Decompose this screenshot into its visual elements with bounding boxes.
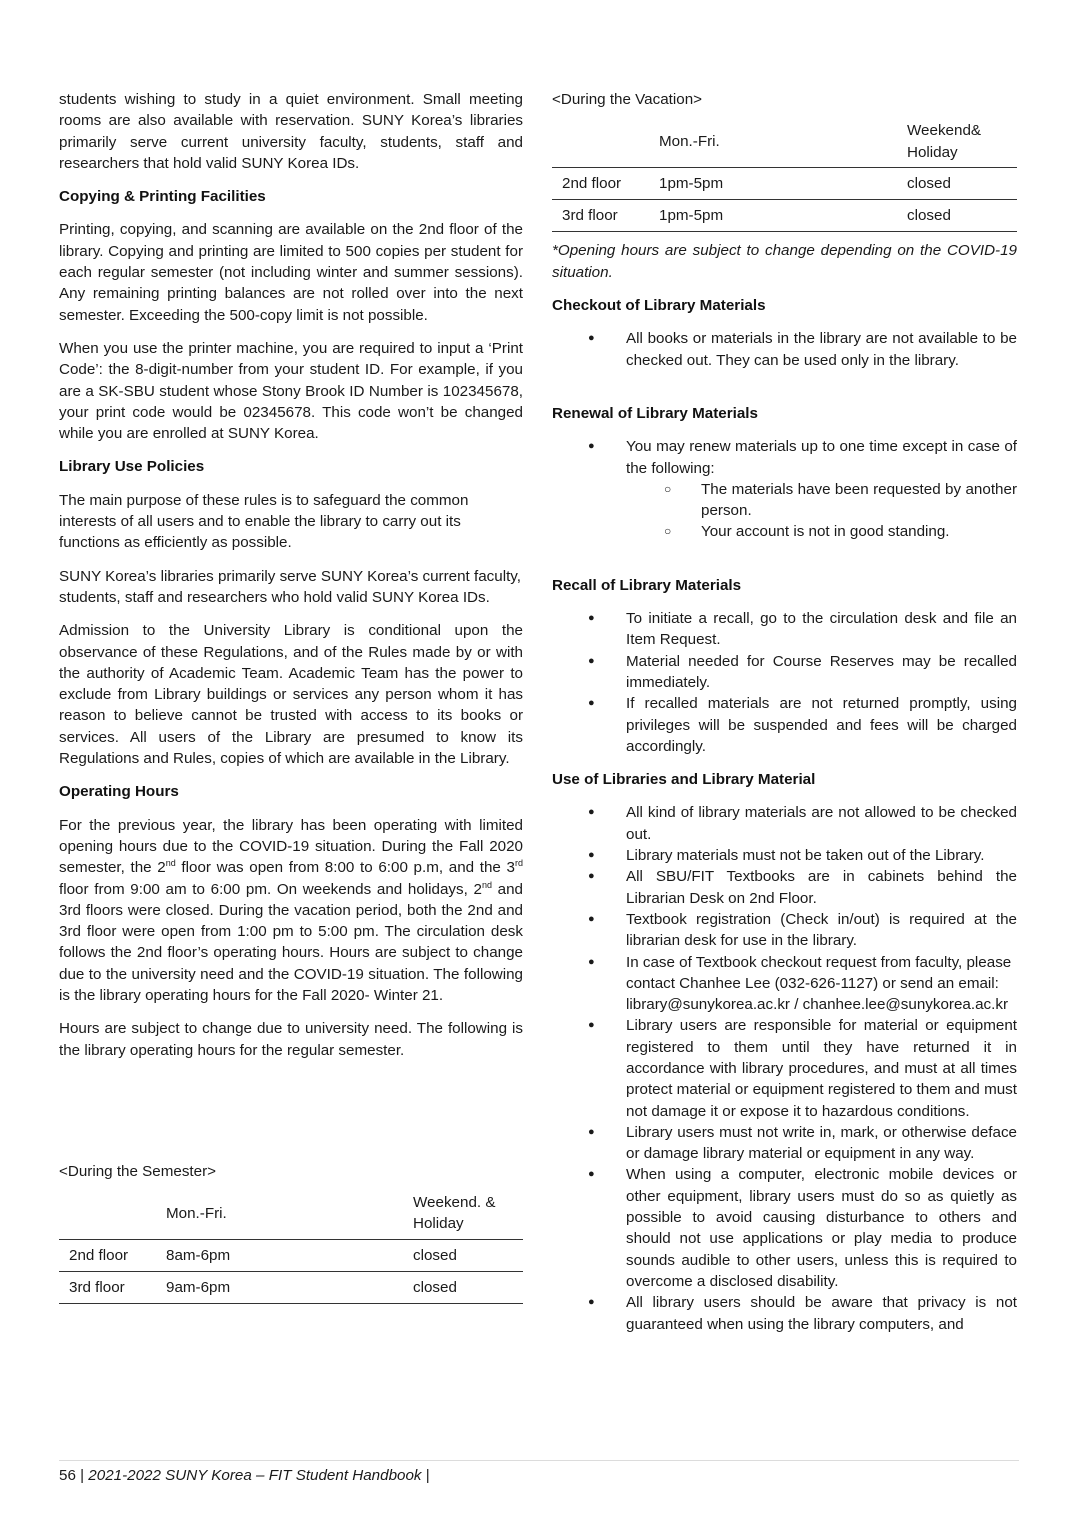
table-header-cell: Weekend. & Holiday	[413, 1194, 496, 1233]
table-row	[59, 1272, 523, 1304]
list-item: ● All library users should be aware that privacy is not guaranteed when using the library computers, and	[552, 1292, 1017, 1335]
list-item: ● All SBU/FIT Textbooks are in cabinets behind the Librarian Desk on 2nd Floor.	[552, 866, 1017, 909]
semester-hours-table	[59, 1190, 523, 1304]
renewal-sublist	[626, 479, 1017, 543]
copying-paragraph-2: When you use the printer machine, you are required to input a ‘Print Code’: the 8-digit-number from your student ID. For example, if you are a SK-SBU student whose Stony Brook ID Number is 102345678, your print code would be 02345678. This code won’t be changed while you are enrolled at SUNY Korea.	[59, 339, 523, 443]
list-item: ● To initiate a recall, go to the circulation desk and file an Item Request.	[552, 608, 1017, 651]
list-item: ● Material needed for Course Reserves may be recalled immediately.	[552, 651, 1017, 694]
table-cell: closed	[413, 1246, 457, 1264]
copying-heading: Copying & Printing Facilities	[59, 188, 266, 206]
copying-paragraph-1: Printing, copying, and scanning are available on the 2nd floor of the library. Copying and printing are limited to 500 copies per student for each regular semester (not including winter and summer sessions). Any remaining printing balances are not rolled over into the next semester. Exceeding the 500-copy limit is not possible.	[59, 221, 523, 324]
list-item: ● Library users must not write in, mark, or otherwise deface or damage library material or equipment in any way.	[552, 1122, 1017, 1165]
table-header-cell	[59, 1190, 156, 1239]
table-header-cell: Weekend& Holiday	[907, 122, 982, 161]
table-cell: closed	[907, 207, 951, 225]
list-item: ● Library materials must not be taken out of the Library.	[552, 845, 1017, 866]
list-item: ● All kind of library materials are not allowed to be checked out.	[552, 802, 1017, 845]
hours-note: *Opening hours are subject to change depending on the COVID-19 situation.	[552, 242, 1017, 281]
use-heading: Use of Libraries and Library Material	[552, 771, 816, 789]
right-column	[552, 89, 1017, 1347]
recall-list	[552, 608, 1017, 757]
page-footer: 56 | 2021-2022 SUNY Korea – FIT Student Handbook |	[59, 1460, 1019, 1484]
policies-paragraph-3: Admission to the University Library is conditional upon the observance of these Regulations, and of the Rules made by or with the authority of Academic Team. Academic Team has the power to exclude from Library buildings or services any person whom it has reason to believe cannot be trusted with access to its books or services. All users of the Library are presumed to know its Regulations and Rules, copies of which are available in the Library.	[59, 622, 523, 768]
renewal-list	[552, 436, 1017, 542]
table-header-cell: Mon.-Fri.	[166, 1204, 227, 1222]
table-cell: 2nd floor	[562, 174, 622, 192]
sub-list-item: ○ The materials have been requested by another person.	[626, 479, 1017, 522]
hours-paragraph-1: For the previous year, the library has been operating with limited opening hours due to the COVID-19 situation. During the Fall 2020 semester, the 2nd floor was open from 8:00 to 6:00 p.m, and the 3rd floor from 9:00 am to 6:00 pm. On weekends and holidays, 2nd and 3rd floors were closed. During the vacation period, both the 2nd and 3rd floor were open from 1:00 pm to 5:00 pm. The circulation desk follows the 2nd floor’s operating hours. Hours are subject to change due to the university need and the COVID-19 situation. The following is the library operating hours for the Fall 2020- Winter 21.	[59, 816, 523, 1004]
table-cell: 8am-6pm	[166, 1246, 231, 1264]
table-cell: 9am-6pm	[166, 1279, 231, 1297]
checkout-heading: Checkout of Library Materials	[552, 297, 766, 315]
recall-heading: Recall of Library Materials	[552, 576, 742, 594]
table-row	[552, 200, 1017, 232]
policies-paragraph-2: SUNY Korea’s libraries primarily serve SUNY Korea’s current faculty, students, staff and researchers who hold valid SUNY Korea IDs.	[59, 567, 521, 606]
policies-paragraph-1: The main purpose of these rules is to safeguard the common interests of all users and to enable the library to carry out its functions as efficiently as possible.	[59, 491, 469, 552]
table-cell: 2nd floor	[69, 1246, 129, 1264]
table-header-cell	[552, 118, 649, 167]
sub-list-item: ○ Your account is not in good standing.	[626, 521, 1017, 542]
left-column	[59, 89, 523, 1304]
use-list	[552, 802, 1017, 1334]
list-item: ● Textbook registration (Check in/out) is required at the librarian desk for use in the library.	[552, 909, 1017, 952]
table-row	[552, 167, 1017, 199]
intro-paragraph: students wishing to study in a quiet environment. Small meeting rooms are also available with reservation. SUNY Korea’s libraries primarily serve current university faculty, students, staff and researchers that hold valid SUNY Korea IDs.	[59, 91, 523, 172]
list-item: ● All books or materials in the library are not available to be checked out. They can be used only in the library.	[552, 328, 1017, 371]
table-cell: closed	[413, 1279, 457, 1297]
table-cell: 1pm-5pm	[659, 207, 724, 225]
vacation-table-caption: <During the Vacation>	[552, 91, 703, 108]
semester-table-caption: <During the Semester>	[59, 1162, 217, 1180]
list-item: ● In case of Textbook checkout request from faculty, please contact Chanhee Lee (032-626-1127) or send an email: library@sunykorea.ac.kr / chanhee.lee@sunykorea.ac.kr	[552, 952, 1017, 1016]
list-item: ● You may renew materials up to one time except in case of the following: ○ The materials have been requested by another person. ○ Your account is not in good standing.	[552, 436, 1017, 542]
table-header-row	[552, 118, 1017, 167]
vacation-hours-table	[552, 118, 1017, 232]
table-cell: closed	[907, 174, 951, 192]
renewal-heading: Renewal of Library Materials	[552, 404, 758, 422]
list-item: ● If recalled materials are not returned promptly, using privileges will be suspended and fees will be charged accordingly.	[552, 693, 1017, 757]
table-header-cell: Mon.-Fri.	[659, 132, 720, 150]
table-cell: 3rd floor	[69, 1279, 125, 1297]
table-cell: 3rd floor	[562, 207, 618, 225]
handbook-title: 2021-2022 SUNY Korea – FIT Student Handbook	[88, 1467, 422, 1484]
table-cell: 1pm-5pm	[659, 174, 724, 192]
list-item: ● Library users are responsible for material or equipment registered to them until they have returned it in accordance with library procedures, and must at all times protect material or equipment registered to them and must not damage it or expose it to hazardous conditions.	[552, 1015, 1017, 1121]
page-number: 56	[59, 1467, 76, 1484]
table-header-row	[59, 1190, 523, 1239]
hours-paragraph-2: Hours are subject to change due to university need. The following is the library operating hours for the regular semester.	[59, 1020, 523, 1059]
list-item: ● When using a computer, electronic mobile devices or other equipment, library users must do so as quietly as possible to avoid causing disturbance to others and should not use applications or play media to produce sounds audible to other users, unless this is required to overcome a disclosed disability.	[552, 1164, 1017, 1292]
policies-heading: Library Use Policies	[59, 458, 205, 476]
checkout-list	[552, 328, 1017, 371]
hours-heading: Operating Hours	[59, 783, 179, 801]
table-row	[59, 1239, 523, 1271]
